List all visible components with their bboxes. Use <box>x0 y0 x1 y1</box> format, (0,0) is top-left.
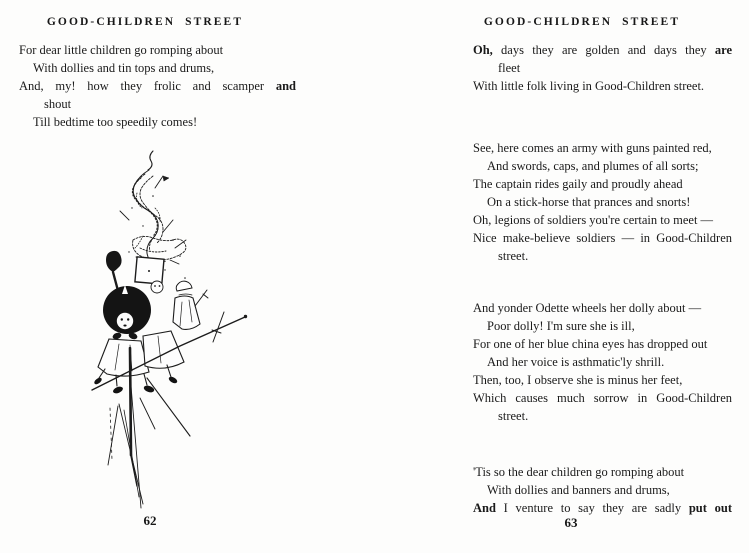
poem-line: Oh, days they are golden and days they are <box>473 43 732 57</box>
poem-line: Till bedtime too speedily comes! <box>33 115 198 129</box>
poem-line: fleet <box>498 61 521 75</box>
stanza <box>473 299 732 425</box>
stanza <box>473 463 732 517</box>
poem-line: And swords, caps, and plumes of all sorts; <box>487 159 699 173</box>
poem-line: And her voice is asthmatic'ly shrill. <box>487 355 665 369</box>
page-number-right: 63 <box>564 515 578 530</box>
stanza <box>473 139 732 265</box>
poem-line: Poor dolly! I'm sure she is ill, <box>487 319 635 333</box>
poem-line: With dollies and banners and drums, <box>487 483 670 497</box>
poem-line: For dear little children go romping about <box>19 43 224 57</box>
poem-line: Then, too, I observe she is minus her feet, <box>473 373 683 387</box>
poem-line: With little folk living in Good-Children street. <box>473 79 705 93</box>
poem-line: Nice make-believe soldiers — in Good-Children <box>473 231 732 245</box>
page-number-left: 62 <box>143 513 157 528</box>
poem-line: With dollies and tin tops and drums, <box>33 61 215 75</box>
poem-line: And, my! how they frolic and scamper and <box>19 79 296 93</box>
stanza <box>473 41 732 95</box>
poem-line: The captain rides gaily and proudly ahead <box>473 177 683 191</box>
poem-line: On a stick-horse that prances and snorts! <box>487 195 691 209</box>
running-head-left: GOOD-CHILDREN STREET <box>46 16 244 28</box>
poem-line: For one of her blue china eyes has dropped out <box>473 337 708 351</box>
poem-line: And yonder Odette wheels her dolly about — <box>473 301 702 315</box>
poem-line: Oh, legions of soldiers you're certain to meet — <box>473 213 714 227</box>
poem-line: shout <box>44 97 72 111</box>
poem-line: street. <box>498 249 529 263</box>
poem-right <box>473 0 732 553</box>
poem-line: Which causes much sorrow in Good-Children <box>473 391 732 405</box>
poem-line: 'Tis so the dear children go romping about <box>473 465 685 479</box>
poem-line: And I venture to say they are sadly put out <box>473 501 732 515</box>
running-head-right: GOOD-CHILDREN STREET <box>483 16 681 28</box>
poem-line: See, here comes an army with guns painted red, <box>473 141 712 155</box>
poem-line: street. <box>498 409 529 423</box>
